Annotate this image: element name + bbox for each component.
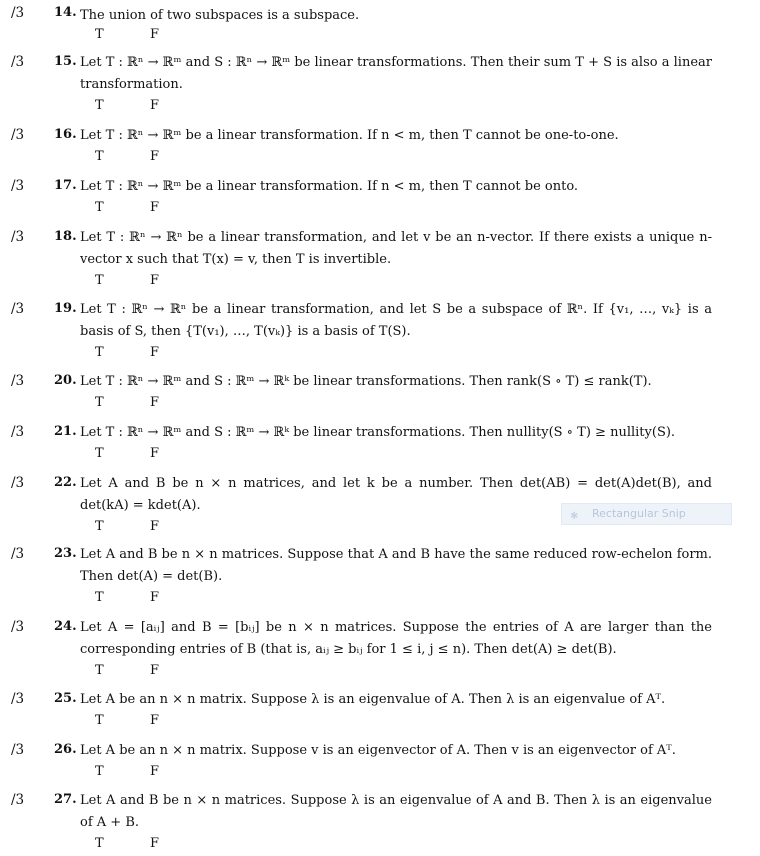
true-option[interactable]: T [95, 98, 104, 113]
question-text: Let T : ℝⁿ → ℝᵐ be a linear transformation. If n < m, then T cannot be one-to-one. [80, 128, 619, 143]
question-number: 24. [54, 619, 77, 634]
question-text: Let T : ℝⁿ → ℝⁿ be a linear transformation, and let v be an n-vector. If there exists a unique n-vector x such that T(x) = v, then T is invertible. [80, 230, 712, 267]
false-option[interactable]: F [150, 446, 160, 461]
answer-options [95, 27, 205, 42]
question-mark: /3 [11, 5, 25, 21]
question-text: Let A = [aᵢⱼ] and B = [bᵢⱼ] be n × n matrices. Suppose the entries of A are larger than the corresponding entries of B (that is, aᵢⱼ ≥ bᵢⱼ for 1 ≤ i, j ≤ n). Then det(A) ≥ det(B). [80, 620, 712, 657]
answer-options [95, 764, 205, 779]
answer-options [95, 149, 205, 164]
question-mark: /3 [11, 475, 25, 491]
true-option[interactable]: T [95, 836, 104, 851]
question-mark: /3 [11, 546, 25, 562]
question-number: 23. [54, 546, 77, 561]
question-number: 20. [54, 373, 77, 388]
question-mark: /3 [11, 301, 25, 317]
question-number: 16. [54, 127, 77, 142]
false-option[interactable]: F [150, 27, 160, 42]
question-number: 27. [54, 792, 77, 807]
question-mark: /3 [11, 54, 25, 70]
question-text: Let A and B be n × n matrices. Suppose that A and B have the same reduced row-echelon form. Then det(A) = det(B). [80, 547, 712, 584]
question-mark: /3 [11, 178, 25, 194]
question-mark: /3 [11, 424, 25, 440]
question-mark: /3 [11, 691, 25, 707]
false-option[interactable]: F [150, 273, 160, 288]
question-number: 19. [54, 301, 77, 316]
question-mark: /3 [11, 792, 25, 808]
true-option[interactable]: T [95, 395, 104, 410]
question-number: 14. [54, 5, 77, 20]
true-option[interactable]: T [95, 663, 104, 678]
answer-options [95, 395, 205, 410]
answer-options [95, 836, 205, 851]
false-option[interactable]: F [150, 395, 160, 410]
false-option[interactable]: F [150, 519, 160, 534]
true-option[interactable]: T [95, 345, 104, 360]
question-text: Let A and B be n × n matrices, and let k be a number. Then det(AB) = det(A)det(B), and det(kA) = kdet(A). [80, 476, 712, 513]
question-text: Let T : ℝⁿ → ℝⁿ be a linear transformation, and let S be a subspace of ℝⁿ. If {v₁, …, vₖ} is a basis of S, then {T(v₁), …, T(vₖ)} is a basis of T(S). [80, 302, 712, 339]
answer-options [95, 713, 205, 728]
answer-options [95, 273, 205, 288]
false-option[interactable]: F [150, 345, 160, 360]
false-option[interactable]: F [150, 663, 160, 678]
snip-icon: ✱ [570, 511, 579, 522]
rectangular-snip-tooltip [561, 503, 732, 525]
question-text: Let A be an n × n matrix. Suppose λ is an eigenvalue of A. Then λ is an eigenvalue of Aᵀ. [80, 692, 666, 707]
answer-options [95, 345, 205, 360]
question-number: 25. [54, 691, 77, 706]
question-mark: /3 [11, 229, 25, 245]
question-text: Let T : ℝⁿ → ℝᵐ and S : ℝᵐ → ℝᵏ be linear transformations. Then nullity(S ∘ T) ≥ nullity(S). [80, 425, 676, 440]
question-mark: /3 [11, 373, 25, 389]
answer-options [95, 663, 205, 678]
question-text: Let A be an n × n matrix. Suppose v is an eigenvector of A. Then v is an eigenvector of Aᵀ. [80, 743, 676, 758]
true-option[interactable]: T [95, 149, 104, 164]
question-number: 15. [54, 54, 77, 69]
question-text: Let T : ℝⁿ → ℝᵐ be a linear transformation. If n < m, then T cannot be onto. [80, 179, 579, 194]
answer-options [95, 200, 205, 215]
false-option[interactable]: F [150, 836, 160, 851]
question-number: 17. [54, 178, 77, 193]
true-option[interactable]: T [95, 519, 104, 534]
question-text: The union of two subspaces is a subspace. [80, 8, 360, 23]
question-text: Let T : ℝⁿ → ℝᵐ and S : ℝᵐ → ℝᵏ be linear transformations. Then rank(S ∘ T) ≤ rank(T). [80, 374, 652, 389]
false-option[interactable]: F [150, 713, 160, 728]
question-mark: /3 [11, 742, 25, 758]
question-text: Let A and B be n × n matrices. Suppose λ is an eigenvalue of A and B. Then λ is an eigenvalue of A + B. [80, 793, 712, 830]
answer-options [95, 519, 205, 534]
false-option[interactable]: F [150, 764, 160, 779]
true-option[interactable]: T [95, 590, 104, 605]
question-mark: /3 [11, 127, 25, 143]
question-number: 26. [54, 742, 77, 757]
question-mark: /3 [11, 619, 25, 635]
question-text: Let T : ℝⁿ → ℝᵐ and S : ℝⁿ → ℝᵐ be linear transformations. Then their sum T + S is also a linear transformation. [80, 55, 712, 92]
true-option[interactable]: T [95, 273, 104, 288]
false-option[interactable]: F [150, 149, 160, 164]
false-option[interactable]: F [150, 200, 160, 215]
question-number: 22. [54, 475, 77, 490]
answer-options [95, 446, 205, 461]
answer-options [95, 98, 205, 113]
true-option[interactable]: T [95, 764, 104, 779]
question-number: 18. [54, 229, 77, 244]
true-option[interactable]: T [95, 446, 104, 461]
snip-label: Rectangular Snip [592, 507, 686, 520]
question-number: 21. [54, 424, 77, 439]
true-option[interactable]: T [95, 713, 104, 728]
answer-options [95, 590, 205, 605]
false-option[interactable]: F [150, 590, 160, 605]
true-option[interactable]: T [95, 27, 104, 42]
false-option[interactable]: F [150, 98, 160, 113]
true-option[interactable]: T [95, 200, 104, 215]
